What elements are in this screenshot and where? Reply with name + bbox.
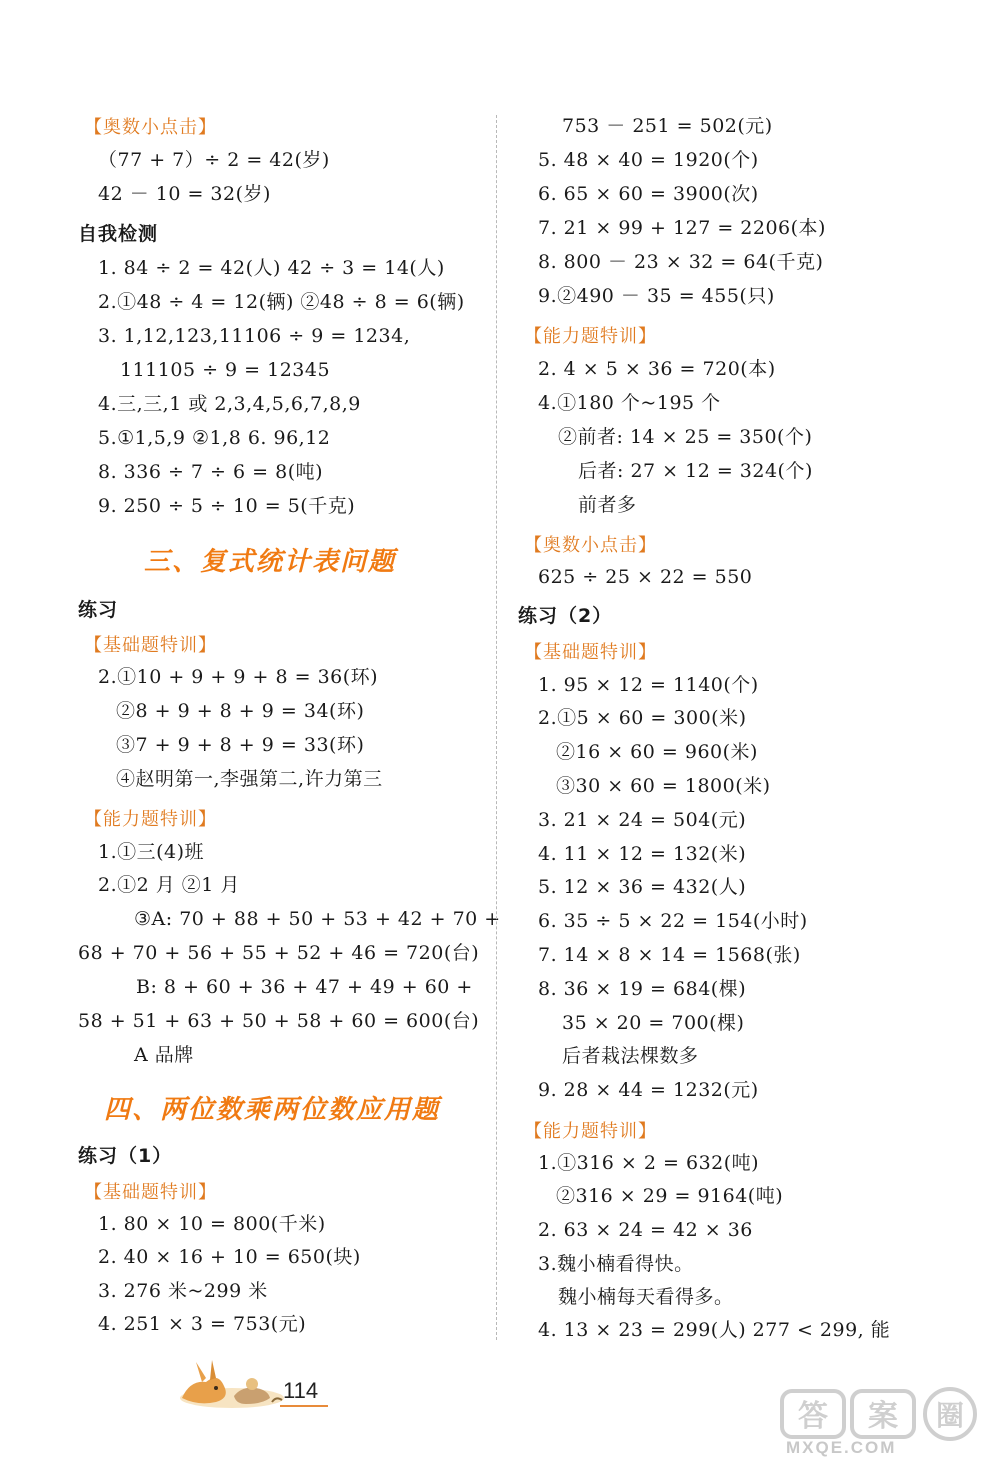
answer-line: 8. 36 × 19 = 684(棵) — [538, 978, 747, 1000]
answer-line: 4. 11 × 12 = 132(米) — [538, 843, 747, 865]
answer-line: 2. 4 × 5 × 36 = 720(本) — [538, 358, 776, 380]
heading-practice: 练习 — [78, 599, 119, 621]
answer-line: 4. 251 × 3 = 753(元) — [98, 1313, 307, 1335]
answer-line: 魏小楠每天看得多。 — [558, 1286, 734, 1308]
section-tag-ability: 【能力题特训】 — [524, 326, 657, 347]
heading-self-check: 自我检测 — [78, 223, 159, 245]
answer-line: 111105 ÷ 9 = 12345 — [120, 359, 331, 381]
page-number: 114 — [283, 1378, 319, 1403]
svg-text:圈: 圈 — [935, 1399, 965, 1432]
answer-line: ③30 × 60 = 1800(米) — [556, 775, 771, 797]
answer-line: 5. 48 × 40 = 1920(个) — [538, 149, 759, 171]
answer-line: 前者多 — [578, 494, 637, 516]
answer-line: 1. 80 × 10 = 800(千米) — [98, 1213, 326, 1235]
answer-line: ②16 × 60 = 960(米) — [556, 741, 758, 763]
section-tag-ability: 【能力题特训】 — [524, 1121, 657, 1142]
answer-line: 3.魏小楠看得快。 — [538, 1253, 694, 1275]
answer-line: 625 ÷ 25 × 22 = 550 — [538, 566, 753, 588]
answer-line: 8. 800 － 23 × 32 = 64(千克) — [538, 251, 824, 273]
answer-line: 2. 63 × 24 = 42 × 36 — [538, 1219, 753, 1241]
section-tag-basic: 【基础题特训】 — [524, 642, 657, 663]
answer-line: ③7 + 9 + 8 + 9 = 33(环) — [116, 734, 365, 756]
answer-line: 2.①2 月 ②1 月 — [98, 874, 240, 896]
answer-line: 3. 21 × 24 = 504(元) — [538, 809, 747, 831]
answer-line: 2. 40 × 16 + 10 = 650(块) — [98, 1246, 361, 1268]
watermark-site: MXQE.COM — [786, 1438, 897, 1457]
answer-line: 4. 13 × 23 = 299(人) 277 < 299, 能 — [538, 1319, 891, 1341]
answer-line: 4.三,三,1 或 2,3,4,5,6,7,8,9 — [98, 393, 361, 415]
section-tag-basic: 【基础题特训】 — [84, 635, 217, 656]
answer-line: 3. 1,12,123,11106 ÷ 9 = 1234, — [98, 325, 411, 347]
answer-line: 6. 35 ÷ 5 × 22 = 154(小时) — [538, 910, 808, 932]
answer-line: ②316 × 29 = 9164(吨) — [556, 1185, 784, 1207]
answer-line: 9. 250 ÷ 5 ÷ 10 = 5(千克) — [98, 495, 356, 517]
answer-line: ②前者: 14 × 25 = 350(个) — [558, 426, 813, 448]
answer-line: ②8 + 9 + 8 + 9 = 34(环) — [116, 700, 365, 722]
answer-line: 35 × 20 = 700(棵) — [562, 1012, 745, 1034]
svg-text:案: 案 — [868, 1399, 898, 1434]
section-tag-aoshu: 【奥数小点击】 — [84, 117, 217, 138]
column-divider — [496, 115, 497, 1340]
answer-line: 6. 65 × 60 = 3900(次) — [538, 183, 759, 205]
answer-line: 2.①10 + 9 + 9 + 8 = 36(环) — [98, 666, 379, 688]
answer-line: 9.②490 － 35 = 455(只) — [538, 285, 775, 307]
answer-line: 5.①1,5,9 ②1,8 6. 96,12 — [98, 427, 331, 449]
answer-line: 3. 276 米~299 米 — [98, 1280, 268, 1302]
answer-line: 1. 95 × 12 = 1140(个) — [538, 674, 759, 696]
chapter-title-3: 三、复式统计表问题 — [144, 547, 397, 577]
answer-line: 5. 12 × 36 = 432(人) — [538, 876, 747, 898]
answer-line: 9. 28 × 44 = 1232(元) — [538, 1079, 759, 1101]
answer-line: 753 － 251 = 502(元) — [562, 115, 773, 137]
answer-line: 8. 336 ÷ 7 ÷ 6 = 8(吨) — [98, 461, 324, 483]
answer-line: ④赵明第一,李强第二,许力第三 — [116, 768, 383, 790]
answer-line: 1.①三(4)班 — [98, 841, 205, 863]
answer-line: 7. 21 × 99 + 127 = 2206(本) — [538, 217, 826, 239]
answer-line: 2.①5 × 60 = 300(米) — [538, 707, 747, 729]
answer-line: 7. 14 × 8 × 14 = 1568(张) — [538, 944, 801, 966]
section-tag-ability: 【能力题特训】 — [84, 809, 217, 830]
answer-line: ③A: 70 + 88 + 50 + 53 + 42 + 70 + — [134, 908, 501, 930]
answer-line: 4.①180 个~195 个 — [538, 392, 721, 414]
svg-text:答: 答 — [798, 1399, 828, 1434]
answer-line: 1.①316 × 2 = 632(吨) — [538, 1152, 760, 1174]
section-tag-aoshu: 【奥数小点击】 — [524, 535, 657, 556]
answer-line: 后者: 27 × 12 = 324(个) — [578, 460, 813, 482]
answer-line: 58 + 51 + 63 + 50 + 58 + 60 = 600(台) — [78, 1010, 480, 1032]
answer-line: 2.①48 ÷ 4 = 12(辆) ②48 ÷ 8 = 6(辆) — [98, 291, 465, 313]
heading-practice-1: 练习（1） — [78, 1145, 173, 1167]
answer-line: 后者栽法棵数多 — [562, 1045, 699, 1067]
answer-line: 68 + 70 + 56 + 55 + 52 + 46 = 720(台) — [78, 942, 480, 964]
section-tag-basic: 【基础题特训】 — [84, 1182, 217, 1203]
page-number-underline — [280, 1405, 328, 1407]
answer-line: （77 + 7）÷ 2 = 42(岁) — [98, 149, 330, 171]
answer-line: B: 8 + 60 + 36 + 47 + 49 + 60 + — [136, 976, 473, 998]
answer-line: A 品牌 — [134, 1044, 194, 1066]
answer-line: 42 － 10 = 32(岁) — [98, 183, 271, 205]
answer-line: 1. 84 ÷ 2 = 42(人) 42 ÷ 3 = 14(人) — [98, 257, 445, 279]
chapter-title-4: 四、两位数乘两位数应用题 — [104, 1095, 441, 1125]
heading-practice-2: 练习（2） — [518, 605, 613, 627]
